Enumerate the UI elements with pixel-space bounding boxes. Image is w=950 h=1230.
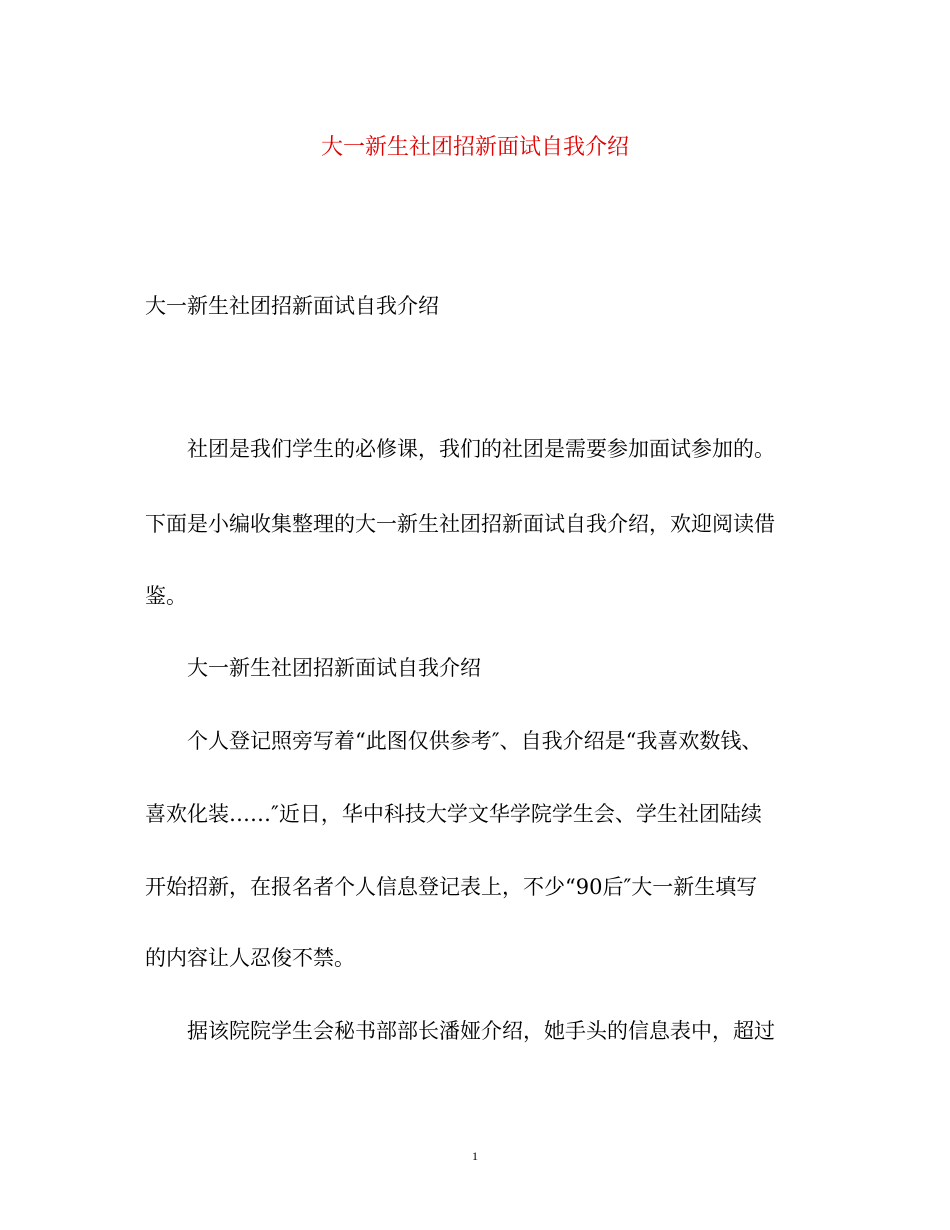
page-number: 1 bbox=[472, 1149, 478, 1163]
section-heading: 大一新生社团招新面试自我介绍 bbox=[187, 656, 481, 680]
document-subtitle: 大一新生社团招新面试自我介绍 bbox=[145, 294, 439, 318]
paragraph-1-line-1: 社团是我们学生的必修课，我们的社团是需要参加面试参加的。 bbox=[187, 437, 775, 461]
paragraph-1-line-3: 鉴。 bbox=[145, 584, 187, 608]
paragraph-2-line-1: 个人登记照旁写着“此图仅供参考″、自我介绍是“我喜欢数钱、 bbox=[187, 729, 763, 753]
paragraph-1-line-2: 下面是小编收集整理的大一新生社团招新面试自我介绍，欢迎阅读借 bbox=[145, 512, 775, 536]
paragraph-2-line-2: 喜欢化装……″近日，华中科技大学文华学院学生会、学生社团陆续 bbox=[145, 802, 762, 826]
paragraph-2-line-3: 开始招新，在报名者个人信息登记表上，不少“90后″大一新生填写 bbox=[145, 875, 758, 899]
document-title: 大一新生社团招新面试自我介绍 bbox=[320, 135, 629, 160]
paragraph-3-line-1: 据该院院学生会秘书部部长潘娅介绍，她手头的信息表中，超过 bbox=[187, 1019, 775, 1043]
paragraph-2-line-4: 的内容让人忍俊不禁。 bbox=[145, 946, 355, 970]
